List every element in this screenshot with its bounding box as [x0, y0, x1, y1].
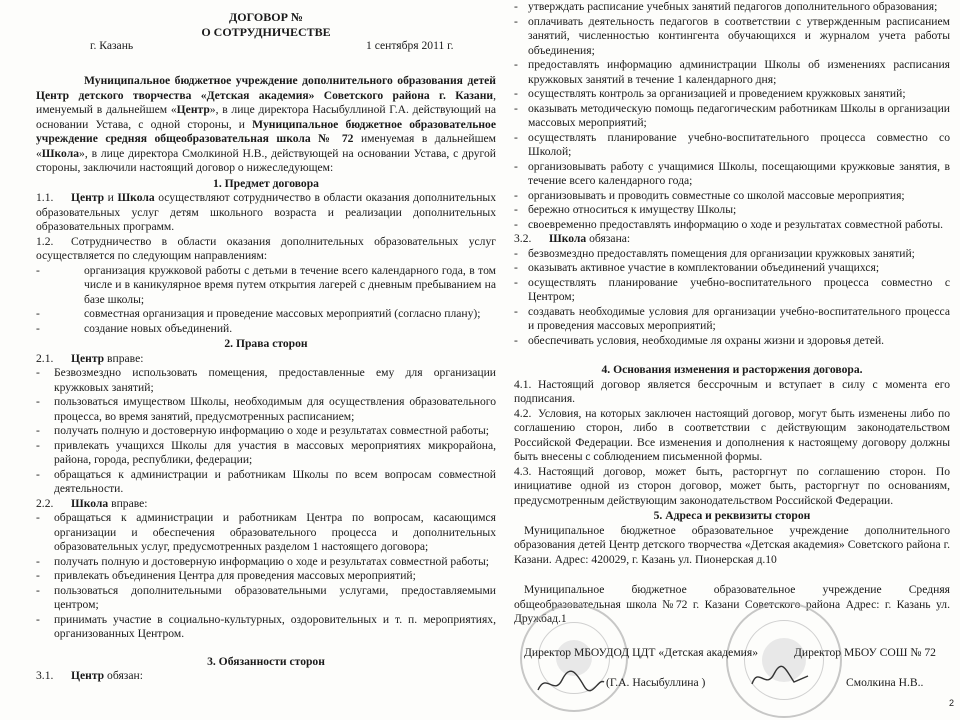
- list-item: - безвозмездно предоставлять помещения для организации кружковых занятий;: [514, 246, 915, 260]
- spacer: [514, 348, 950, 362]
- clause-number: 3.1.: [36, 669, 54, 682]
- director2-name: Смолкина Н.В..: [846, 676, 924, 689]
- list-item: - Безвозмездно использовать помещения, предоставленные ему для организации кружковых занятий;: [36, 366, 496, 394]
- list-item: - своевременно предоставлять информацию о ходе и результатах совместной работы.: [514, 217, 944, 231]
- party2-name: Муниципальное бюджетное образовательное учреждение средняя общеобразовательная школа № 72: [36, 117, 496, 145]
- signature-area: [514, 600, 950, 710]
- document-subtitle: О СОТРУДНИЧЕСТВЕ: [201, 24, 331, 39]
- list-item: - обращаться к администрации и работникам Центра по вопросам, касающимся организации и обеспечения образовательного процесса и дополнительных образовательных услуг, предусмотренных разделом 1 настоящего договора;: [36, 511, 496, 553]
- clause-number: 2.2.: [36, 496, 54, 510]
- list-item: - осуществлять контроль за организацией и проведением кружковых занятий;: [514, 87, 906, 100]
- clause-number: 2.1.: [36, 351, 54, 365]
- signature-scribble-1: [536, 668, 606, 698]
- clause-text: Сотрудничество в области оказания дополнительных образовательных услуг осуществляется по следующим направлениям:: [36, 234, 496, 262]
- clause-title-tail: вправе:: [104, 351, 144, 365]
- clause-text: Настоящий договор, может быть, расторгнут по соглашению сторон. По инициативе одной из сторон договор, может быть, расторгнут по основаниям, предусмотренным действующим законодательством Российской Федерации.: [514, 464, 950, 507]
- list-item: - бережно относиться к имуществу Школы;: [514, 203, 737, 216]
- party-center: Центр: [71, 351, 105, 365]
- list-item-text: создавать необходимые условия для организации учебно-воспитательного процесса и проведения массовых мероприятий;: [528, 304, 950, 332]
- list-item-text: совместная организация и проведение массовых мероприятий (согласно плану);: [84, 307, 481, 320]
- list-item-text: получать полную и достоверную информацию о ходе и результатах совместной работы;: [54, 554, 489, 568]
- list-item-text: обращаться к администрации и работникам Центра по вопросам, касающимся организации и обеспечения образовательного процесса и дополнительных образовательных услуг, предусмотренных разделом 1 настоящего договора;: [54, 511, 496, 553]
- director2-title: Директор МБОУ СОШ № 72: [794, 646, 936, 659]
- list-item: - обеспечивать условия, необходимые ля охраны жизни и здоровья детей.: [514, 333, 885, 347]
- spacer: [514, 567, 950, 583]
- clause-title-tail: обязан:: [104, 669, 143, 682]
- clause-number: 1.1.: [36, 191, 54, 204]
- address-school: Муниципальное бюджетное образовательное учреждение Средняя общеобразовательная школа №72 г. Казани Советского района Адрес: г. Казань ул. Дружбад.1: [514, 583, 950, 625]
- clause-title-tail: вправе:: [108, 496, 148, 510]
- section4-heading: 4. Основания изменения и расторжения договора.: [601, 363, 863, 376]
- clause-text: Настоящий договор является бессрочным и вступает в силу с момента его подписания.: [514, 377, 950, 405]
- list-item-text: бережно относиться к имуществу Школы;: [528, 203, 737, 216]
- list-item: - совместная организация и проведение массовых мероприятий (согласно плану);: [36, 307, 481, 320]
- clause-text: Условия, на которых заключен настоящий договор, могут быть изменены либо по соглашению сторон, либо в соответствии с действующим законодательством Российской Федерации. Все изменения и дополнения к настоящему договору должны быть внесены с соблюдением письменной формы.: [514, 406, 950, 463]
- left-column: [36, 0, 496, 684]
- list-item-text: привлекать объединения Центра для проведения массовых мероприятий;: [54, 569, 416, 582]
- clause-title-tail: обязана:: [586, 232, 631, 245]
- list-item-text: принимать участие в социально-культурных, оздоровительных и т. п. мероприятиях, организованных Центром.: [54, 612, 496, 640]
- section3-heading: 3. Обязанности сторон: [207, 654, 325, 668]
- party1-rest: , именуемый в дальнейшем «: [36, 88, 496, 116]
- list-item-text: предоставлять информацию администрации Школы об изменениях расписания кружковых занятий в течение 1 календарного дня;: [528, 58, 950, 86]
- party1-short: Центр: [176, 103, 210, 116]
- party-school: Школа: [549, 232, 587, 245]
- list-item-text: получать полную и достоверную информацию о ходе и результатах совместной работы;: [54, 424, 489, 437]
- director1-name: (Г.А. Насыбуллина ): [606, 676, 706, 689]
- clause-number: 1.2.: [36, 234, 54, 248]
- list-item-text: организовывать работу с учащимися Школы, посещающими кружковые занятия, в течение всего календарного года;: [528, 159, 950, 187]
- list-item: - утверждать расписание учебных занятий педагогов дополнительного образования;: [514, 0, 938, 13]
- city: г. Казань: [90, 39, 134, 52]
- city-date-line: [36, 39, 496, 54]
- list-item-text: пользоваться дополнительными образовательными услугами, предоставляемыми центром;: [54, 583, 496, 611]
- clause-number: 4.3.: [514, 464, 532, 478]
- party-school: Школа: [71, 496, 109, 510]
- spacer: [36, 642, 496, 654]
- right-column: [514, 0, 950, 627]
- list-item: - привлекать объединения Центра для проведения массовых мероприятий;: [36, 569, 416, 582]
- list-item: - привлекать учащихся Школы для участия в массовых мероприятиях микрорайона, района, города, республики, федерации;: [36, 438, 496, 466]
- list-item-text: Безвозмездно использовать помещения, предоставленные ему для организации кружковых занятий;: [54, 366, 496, 394]
- list-item: - организация кружковой работы с детьми в течение всего календарного года, в том числе и в каникулярное время путем открытия лагерей с дневным пребыванием на базе школы;: [36, 263, 496, 306]
- list-item: - организовывать работу с учащимися Школы, посещающими кружковые занятия, в течение всего календарного года;: [514, 159, 950, 187]
- party-center: Центр: [71, 191, 105, 204]
- list-item-text: организация кружковой работы с детьми в течение всего календарного года, в том числе и в каникулярное время путем открытия лагерей с дневным пребыванием на базе школы;: [84, 263, 496, 306]
- list-item: - обращаться к администрации и работникам Школы по всем вопросам совместной деятельности.: [36, 467, 496, 495]
- section1-heading: 1. Предмет договора: [213, 176, 319, 190]
- signature-scribble-2: [750, 664, 810, 692]
- list-item: - создание новых объединений.: [36, 321, 233, 335]
- clause-number: 4.1.: [514, 377, 532, 391]
- list-item: - оказывать методическую помощь педагогическим работникам Школы в организации массовых мероприятий;: [514, 101, 950, 129]
- clause-2-1: [36, 352, 496, 367]
- clause-2-2: [36, 497, 496, 512]
- party-center: Центр: [71, 669, 105, 682]
- list-item-text: оказывать методическую помощь педагогическим работникам Школы в организации массовых мероприятий;: [528, 101, 950, 129]
- list-item: - создавать необходимые условия для организации учебно-воспитательного процесса и проведения массовых мероприятий;: [514, 304, 950, 332]
- clause-text: осуществляют сотрудничество в области оказания дополнительных образовательных услуг детям школьного возраста и реализации дополнительных образовательных программ.: [36, 191, 496, 233]
- list-item-text: привлекать учащихся Школы для участия в массовых мероприятиях микрорайона, района, города, республики, федерации;: [54, 438, 496, 466]
- party1-tail: », в лице директора Насыбуллиной Г.А. действующий на основании Устава, с одной стороны, и: [36, 103, 496, 131]
- list-item-text: осуществлять планирование учебно-воспитательного процесса совместно со Школой;: [528, 130, 950, 158]
- list-item: - пользоваться дополнительными образовательными услугами, предоставляемыми центром;: [36, 583, 496, 611]
- school-seal-stamp: [726, 602, 842, 718]
- address-center: Муниципальное бюджетное образовательное учреждение дополнительного образования детей Центр детского творчества «Детская академия» Советского района г. Казани. Адрес: 420029, г. Казань ул. Пионерская д.10: [514, 523, 950, 566]
- list-item-text: обращаться к администрации и работникам Школы по всем вопросам совместной деятельности.: [54, 467, 496, 495]
- clause-4-1: [514, 378, 950, 407]
- list-item: - осуществлять планирование учебно-воспитательного процесса совместно с Центром;: [514, 275, 950, 303]
- list-item: - оказывать активное участие в комплектовании объединений учащихся;: [514, 261, 880, 274]
- list-item: - осуществлять планирование учебно-воспитательного процесса совместно со Школой;: [514, 130, 950, 158]
- list-item-text: оказывать активное участие в комплектовании объединений учащихся;: [528, 261, 880, 274]
- list-item-text: обеспечивать условия, необходимые ля охраны жизни и здоровья детей.: [528, 333, 885, 347]
- list-item-text: оплачивать деятельность педагогов в соответствии с утвержденным расписанием занятий, численностью контингента обучающихся и журналом учета работы объединения;: [528, 14, 950, 57]
- section2-heading: 2. Права сторон: [224, 337, 308, 350]
- list-item-text: создание новых объединений.: [84, 321, 233, 335]
- clause-number: 4.2.: [514, 406, 532, 420]
- intro-paragraph: [36, 74, 496, 176]
- document-title: ДОГОВОР №: [229, 10, 303, 24]
- page-number: 2: [948, 698, 954, 708]
- list-item-text: безвозмездно предоставлять помещения для организации кружковых занятий;: [528, 246, 915, 260]
- clause-number: 3.2.: [514, 232, 532, 245]
- clause-3-1: [36, 669, 496, 684]
- clause-1-2: [36, 235, 496, 264]
- section5-heading: 5. Адреса и реквизиты сторон: [653, 509, 811, 522]
- list-item: - организовывать и проводить совместные со школой массовые мероприятия;: [514, 188, 905, 202]
- party2-rest: именуемая в дальнейшем «: [36, 132, 496, 160]
- party1-name: Муниципальное бюджетное учреждение дополнительного образования детей Центр детского творчества «Детская академия» Советского района г. Казани: [36, 74, 496, 102]
- list-item-text: пользоваться имуществом Школы, необходимым для осуществления образовательного процесса, во время занятий, предусмотренных расписанием;: [54, 395, 496, 423]
- party2-short: Школа: [41, 146, 80, 160]
- conjunction: и: [104, 191, 118, 204]
- list-item: - принимать участие в социально-культурных, оздоровительных и т. п. мероприятиях, организованных Центром.: [36, 612, 496, 640]
- list-item: - предоставлять информацию администрации Школы об изменениях расписания кружковых занятий в течение 1 календарного дня;: [514, 58, 950, 86]
- director1-title: Директор МБОУДОД ЦДТ «Детская академия»: [524, 646, 759, 659]
- contract-date: 1 сентября 2011 г.: [366, 39, 454, 52]
- list-item-text: своевременно предоставлять информацию о ходе и результатах совместной работы.: [528, 217, 944, 231]
- list-item: - оплачивать деятельность педагогов в соответствии с утвержденным расписанием занятий, численностью контингента обучающихся и журналом учета работы объединения;: [514, 14, 950, 57]
- list-item-text: осуществлять контроль за организацией и проведением кружковых занятий;: [528, 87, 906, 100]
- party2-tail: », в лице директора Смолкиной Н.В., действующей на основании Устава, с другой стороны, заключили настоящий договор о нижеследующем:: [36, 146, 496, 174]
- list-item: - получать полную и достоверную информацию о ходе и результатах совместной работы;: [36, 424, 489, 437]
- list-item-text: осуществлять планирование учебно-воспитательного процесса совместно с Центром;: [528, 275, 950, 303]
- clause-4-2: [514, 407, 950, 465]
- party-school: Школа: [117, 191, 155, 204]
- list-item-text: утверждать расписание учебных занятий педагогов дополнительного образования;: [528, 0, 938, 13]
- list-item-text: организовывать и проводить совместные со школой массовые мероприятия;: [528, 188, 905, 202]
- list-item: - пользоваться имуществом Школы, необходимым для осуществления образовательного процесса, во время занятий, предусмотренных расписанием;: [36, 395, 496, 423]
- clause-1-1: [36, 191, 496, 235]
- list-item: - получать полную и достоверную информацию о ходе и результатах совместной работы;: [36, 554, 489, 568]
- clause-4-3: [514, 465, 950, 509]
- clause-3-2: [514, 232, 950, 247]
